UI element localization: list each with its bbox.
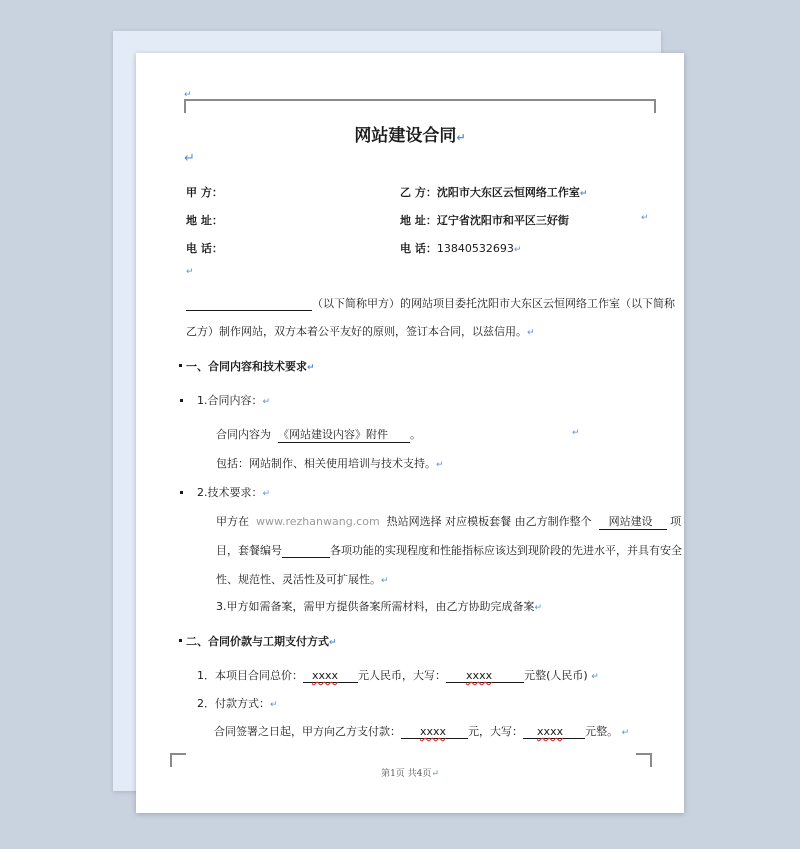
page-number: 第1页 共4页↵ <box>381 769 439 779</box>
address-a-label: 地 址： <box>186 214 223 227</box>
contract-content-link[interactable]: 《网站建设内容》附件 <box>278 426 410 443</box>
payment-line-1: 1．本项目合同总价： xxxx 元人民币，大写： xxxx 元整(人民币) ↵ <box>197 669 599 682</box>
package-number-blank[interactable] <box>282 547 330 558</box>
paragraph-mark-icon: ↵ <box>436 460 444 470</box>
paragraph-mark-icon: ↵ <box>186 267 194 277</box>
paragraph-mark-icon: ↵ <box>381 576 389 586</box>
corner-mark-left <box>170 753 186 767</box>
bullet-icon <box>179 364 182 367</box>
header-frame <box>184 99 656 113</box>
party-a-blank[interactable] <box>186 300 312 311</box>
phone-b-row: 电 话：13840532693↵ <box>400 242 522 255</box>
payment-line-2: 2．付款方式：↵ <box>197 697 278 710</box>
bullet-icon <box>180 399 183 402</box>
item-1-line-1: 合同内容为 《网站建设内容》附件 。 <box>216 428 421 441</box>
contract-title: 网站建设合同↵ <box>354 126 466 146</box>
total-price-words-field[interactable]: xxxx <box>446 669 524 683</box>
section-1-title: 一、合同内容和技术要求↵ <box>186 360 315 373</box>
paragraph-mark-icon: ↵ <box>572 428 580 438</box>
document-page[interactable] <box>136 53 684 813</box>
section-2-title: 二、合同价款与工期支付方式↵ <box>186 635 337 648</box>
item-2-para-1: 甲方在 www.rezhanwang.com 热站网选择 对应模板套餐 由乙方制作整个 网站建设 项 <box>216 515 682 528</box>
paragraph-mark-icon: ↵ <box>184 90 192 100</box>
watermark-url: www.rezhanwang.com <box>256 515 380 528</box>
intro-line-2: 乙方）制作网站，双方本着公平友好的原则，签订本合同，以兹信用。↵ <box>186 325 535 338</box>
phone-a-label: 电 话： <box>186 242 223 255</box>
party-a-label: 甲 方： <box>186 186 223 199</box>
bullet-icon <box>180 491 183 494</box>
payment-line-3: 合同签署之日起，甲方向乙方支付款： xxxx 元，大写： xxxx 元整。 ↵ <box>214 725 630 738</box>
item-3: 3.甲方如需备案，需甲方提供备案所需材料，由乙方协助完成备案↵ <box>216 600 543 613</box>
paragraph-mark-icon: ↵ <box>513 245 522 255</box>
paragraph-mark-icon: ↵ <box>307 363 315 373</box>
paragraph-mark-icon: ↵ <box>456 131 466 144</box>
paragraph-mark-icon: ↵ <box>431 769 439 779</box>
item-2-para-3: 性、规范性、灵活性及可扩展性。↵ <box>216 573 389 586</box>
bullet-icon <box>179 639 182 642</box>
address-b-row: 地 址：辽宁省沈阳市和平区三好街 <box>400 214 569 227</box>
paragraph-mark-icon: ↵ <box>262 489 271 499</box>
paragraph-mark-icon: ↵ <box>527 328 535 338</box>
party-b-row: 乙 方：沈阳市大东区云恒网络工作室↵ <box>400 186 588 199</box>
paragraph-mark-icon: ↵ <box>270 700 278 710</box>
paragraph-mark-icon: ↵ <box>591 672 599 682</box>
first-payment-words-field[interactable]: xxxx <box>523 725 585 739</box>
intro-line-1: （以下简称甲方）的网站项目委托沈阳市大东区云恒网络工作室（以下简称 <box>186 295 675 311</box>
paragraph-mark-icon: ↵ <box>641 213 649 223</box>
paragraph-mark-icon: ↵ <box>579 189 588 199</box>
paragraph-mark-icon: ↵ <box>184 151 195 166</box>
corner-mark-right <box>636 753 652 767</box>
item-2-para-2: 目，套餐编号 各项功能的实现程度和性能指标应该达到现阶段的先进水平，并具有安全 <box>216 544 682 557</box>
total-price-field[interactable]: xxxx <box>303 669 358 683</box>
paragraph-mark-icon: ↵ <box>621 728 630 738</box>
item-1-label: 1.合同内容：↵ <box>197 394 271 407</box>
item-2-label: 2.技术要求：↵ <box>197 486 271 499</box>
paragraph-mark-icon: ↵ <box>329 638 337 648</box>
first-payment-field[interactable]: xxxx <box>401 725 468 739</box>
paragraph-mark-icon: ↵ <box>534 603 543 613</box>
item-1-line-2: 包括：网站制作、相关使用培训与技术支持。↵ <box>216 457 444 470</box>
website-build-field[interactable]: 网站建设 <box>599 513 667 530</box>
paragraph-mark-icon: ↵ <box>262 397 271 407</box>
